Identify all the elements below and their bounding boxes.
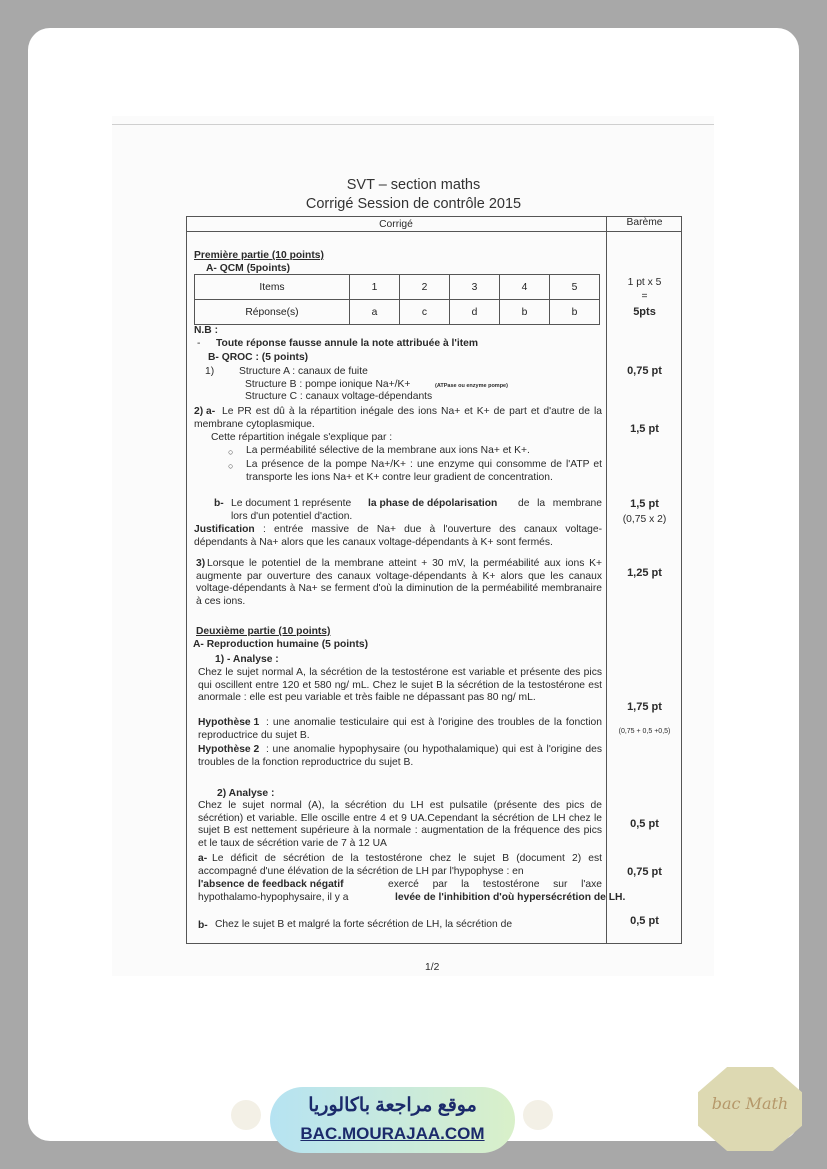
table-column-divider — [606, 216, 607, 944]
part2-a-text-bold1: l'absence de feedback négatif — [198, 879, 344, 890]
q2b-label: b- — [214, 498, 224, 509]
q2a-bullet-2: La présence de la pompe Na+/K+ : une enzyme qui consomme de l'ATP et transporte les ions Na+ et K+ contre leur gradient de concentration. — [246, 459, 602, 483]
q2a-label: 2) a- — [194, 406, 216, 417]
qcm-item: 4 — [500, 275, 550, 300]
q2a-bullet-1: La perméabilité sélective de la membrane aux ions Na+ et K+. — [246, 445, 530, 456]
q1-structure-b: Structure B : pompe ionique Na+/K+ — [245, 379, 411, 390]
qcm-items-row — [195, 275, 600, 300]
footer-arabic-title: موقع مراجعة باكالوريا — [308, 1095, 477, 1116]
qcm-item: 3 — [450, 275, 500, 300]
qcm-response: a — [350, 300, 400, 325]
logo-right-icon — [523, 1100, 553, 1130]
part2-b-score: 0,5 pt — [630, 915, 659, 927]
q3-score: 1,25 pt — [627, 567, 662, 579]
bullet-circle-icon: ○ — [228, 461, 234, 471]
q2a-text: Le PR est dû à la répartition inégale des ions Na+ et K+ de part et d'autre de la membrane cytoplasmique. — [194, 406, 602, 430]
qcm-score-equals: = — [641, 291, 648, 302]
qcm-score-total: 5pts — [633, 306, 656, 318]
footer-url-link[interactable]: BAC.MOURAJAA.COM — [300, 1124, 485, 1143]
qcm-item: 1 — [350, 275, 400, 300]
qcm-score-formula: 1 pt x 5 — [627, 277, 662, 288]
q2a-score: 1,5 pt — [630, 423, 659, 435]
page-number: 1/2 — [425, 962, 440, 973]
q1-structure-c: Structure C : canaux voltage-dépendants — [245, 391, 433, 402]
nb-dash: - — [197, 338, 201, 349]
qcm-responses-label: Réponse(s) — [195, 300, 350, 325]
doc-title-line2: Corrigé Session de contrôle 2015 — [305, 196, 522, 212]
analyse1-score: 1,75 pt — [627, 701, 662, 713]
analyse2-title: 2) Analyse : — [217, 788, 275, 799]
doc-title-line1: SVT – section maths — [346, 177, 481, 193]
qcm-response: b — [550, 300, 600, 325]
q3-label: 3) — [196, 558, 206, 569]
bac-math-badge-text: bac Math — [711, 1094, 789, 1113]
qcm-item: 2 — [400, 275, 450, 300]
part2-b-text: Chez le sujet B et malgré la forte sécrétion de LH, la sécrétion de — [215, 919, 513, 930]
justification-label: Justification — [194, 524, 255, 535]
qcm-title: A- QCM (5points) — [206, 263, 291, 274]
qcm-response: c — [400, 300, 450, 325]
part2-title: Deuxième partie (10 points) — [196, 626, 331, 637]
part2-a-label: a- — [198, 853, 208, 864]
analyse1-score-detail: (0,75 + 0,5 +0,5) — [618, 728, 671, 735]
analyse1-title: 1) - Analyse : — [215, 654, 279, 665]
qroc-title: B- QROC : (5 points) — [208, 352, 309, 363]
qcm-table — [194, 274, 600, 325]
q1-score: 0,75 pt — [627, 365, 662, 377]
q2b-text-start: Le document 1 représente — [231, 498, 352, 509]
q2b-score-detail: (0,75 x 2) — [622, 514, 667, 525]
q2b-text-end: de la membrane lors d'un potentiel d'action. — [231, 498, 602, 522]
q1-number: 1) — [205, 366, 215, 377]
part1-title: Première partie (10 points) — [194, 250, 324, 261]
part2-a-score: 0,75 pt — [627, 866, 662, 878]
q2a-intro: Cette répartition inégale s'explique par : — [211, 432, 393, 443]
part2-a-text-start: Le déficit de sécrétion de la testostérone chez le sujet B (document 2) est accompagné d'une élévation de la sécrétion de LH par l'hypophyse : en — [198, 853, 602, 877]
logo-left-icon — [231, 1100, 261, 1130]
part2-a-text-bold2: levée de l'inhibition d'où hypersécrétion de LH. — [395, 892, 626, 903]
part2-a-text-mid: exercé par la testostérone sur l'axe hypothalamo-hypophysaire, il y a — [198, 879, 602, 903]
q1-structure-a: Structure A : canaux de fuite — [239, 366, 368, 377]
qcm-response: d — [450, 300, 500, 325]
nb-text: Toute réponse fausse annule la note attribuée à l'item — [216, 338, 479, 349]
part2-b-label: b- — [198, 920, 208, 931]
q2b-text-bold: la phase de dépolarisation — [368, 498, 498, 509]
qcm-response: b — [500, 300, 550, 325]
qcm-items-label: Items — [195, 275, 350, 300]
q3-text: Lorsque le potentiel de la membrane atteint + 30 mV, la perméabilité aux ions K+ augmente par ouverture des canaux voltage-dépendants à K+ alors que les canaux voltage-dépendants à Na+ se ferment d'où la diminution de la perméabilité membranaire à ces ions. — [196, 558, 602, 607]
analyse2-text: Chez le sujet normal (A), la sécrétion du LH est pulsatile (présente des pics de sécrétion) et variable. Elle oscille entre 4 et 9 UA.Cependant la sécrétion de LH chez le sujet B est nettement supérieure à la normale : augmentation de la fréquence des pics et le taux de sécrétion varie de 7 à 12 UA — [198, 800, 602, 849]
qcm-item: 5 — [550, 275, 600, 300]
hypothesis2-label: Hypothèse 2 — [198, 744, 260, 755]
q2b-score: 1,5 pt — [630, 498, 659, 510]
column-header-corrige: Corrigé — [379, 219, 413, 230]
hypothesis2-text: : une anomalie hypophysaire (ou hypothalamique) qui est à l'origine des troubles de la fonction reproductrice du sujet B. — [198, 744, 602, 768]
q1-structure-b-note: (ATPase ou enzyme pompe) — [435, 383, 508, 389]
column-header-bareme: Barème — [626, 217, 663, 228]
justification-text: : entrée massive de Na+ due à l'ouverture des canaux voltage-dépendants à Na+ alors que les canaux voltage-dépendants à K+ sont fermés. — [194, 524, 602, 548]
scan-edge — [112, 124, 714, 125]
reproduction-title: A- Reproduction humaine (5 points) — [193, 639, 369, 650]
hypothesis1-text: : une anomalie testiculaire qui est à l'origine des troubles de la fonction reproductrice du sujet B. — [198, 717, 602, 741]
analyse1-text: Chez le sujet normal A, la sécrétion de la testostérone est variable et présente des pics qui oscillent entre 120 et 580 ng/ mL. Chez le sujet B la sécrétion de la testostérone est anormale : elle est peu variable et très faible ne dépassant pas 80 ng/ mL. — [198, 667, 602, 704]
hypothesis1-label: Hypothèse 1 — [198, 717, 260, 728]
analyse2-score: 0,5 pt — [630, 818, 659, 830]
nb-label: N.B : — [194, 325, 219, 336]
bullet-circle-icon: ○ — [228, 447, 234, 457]
qcm-responses-row — [195, 300, 600, 325]
